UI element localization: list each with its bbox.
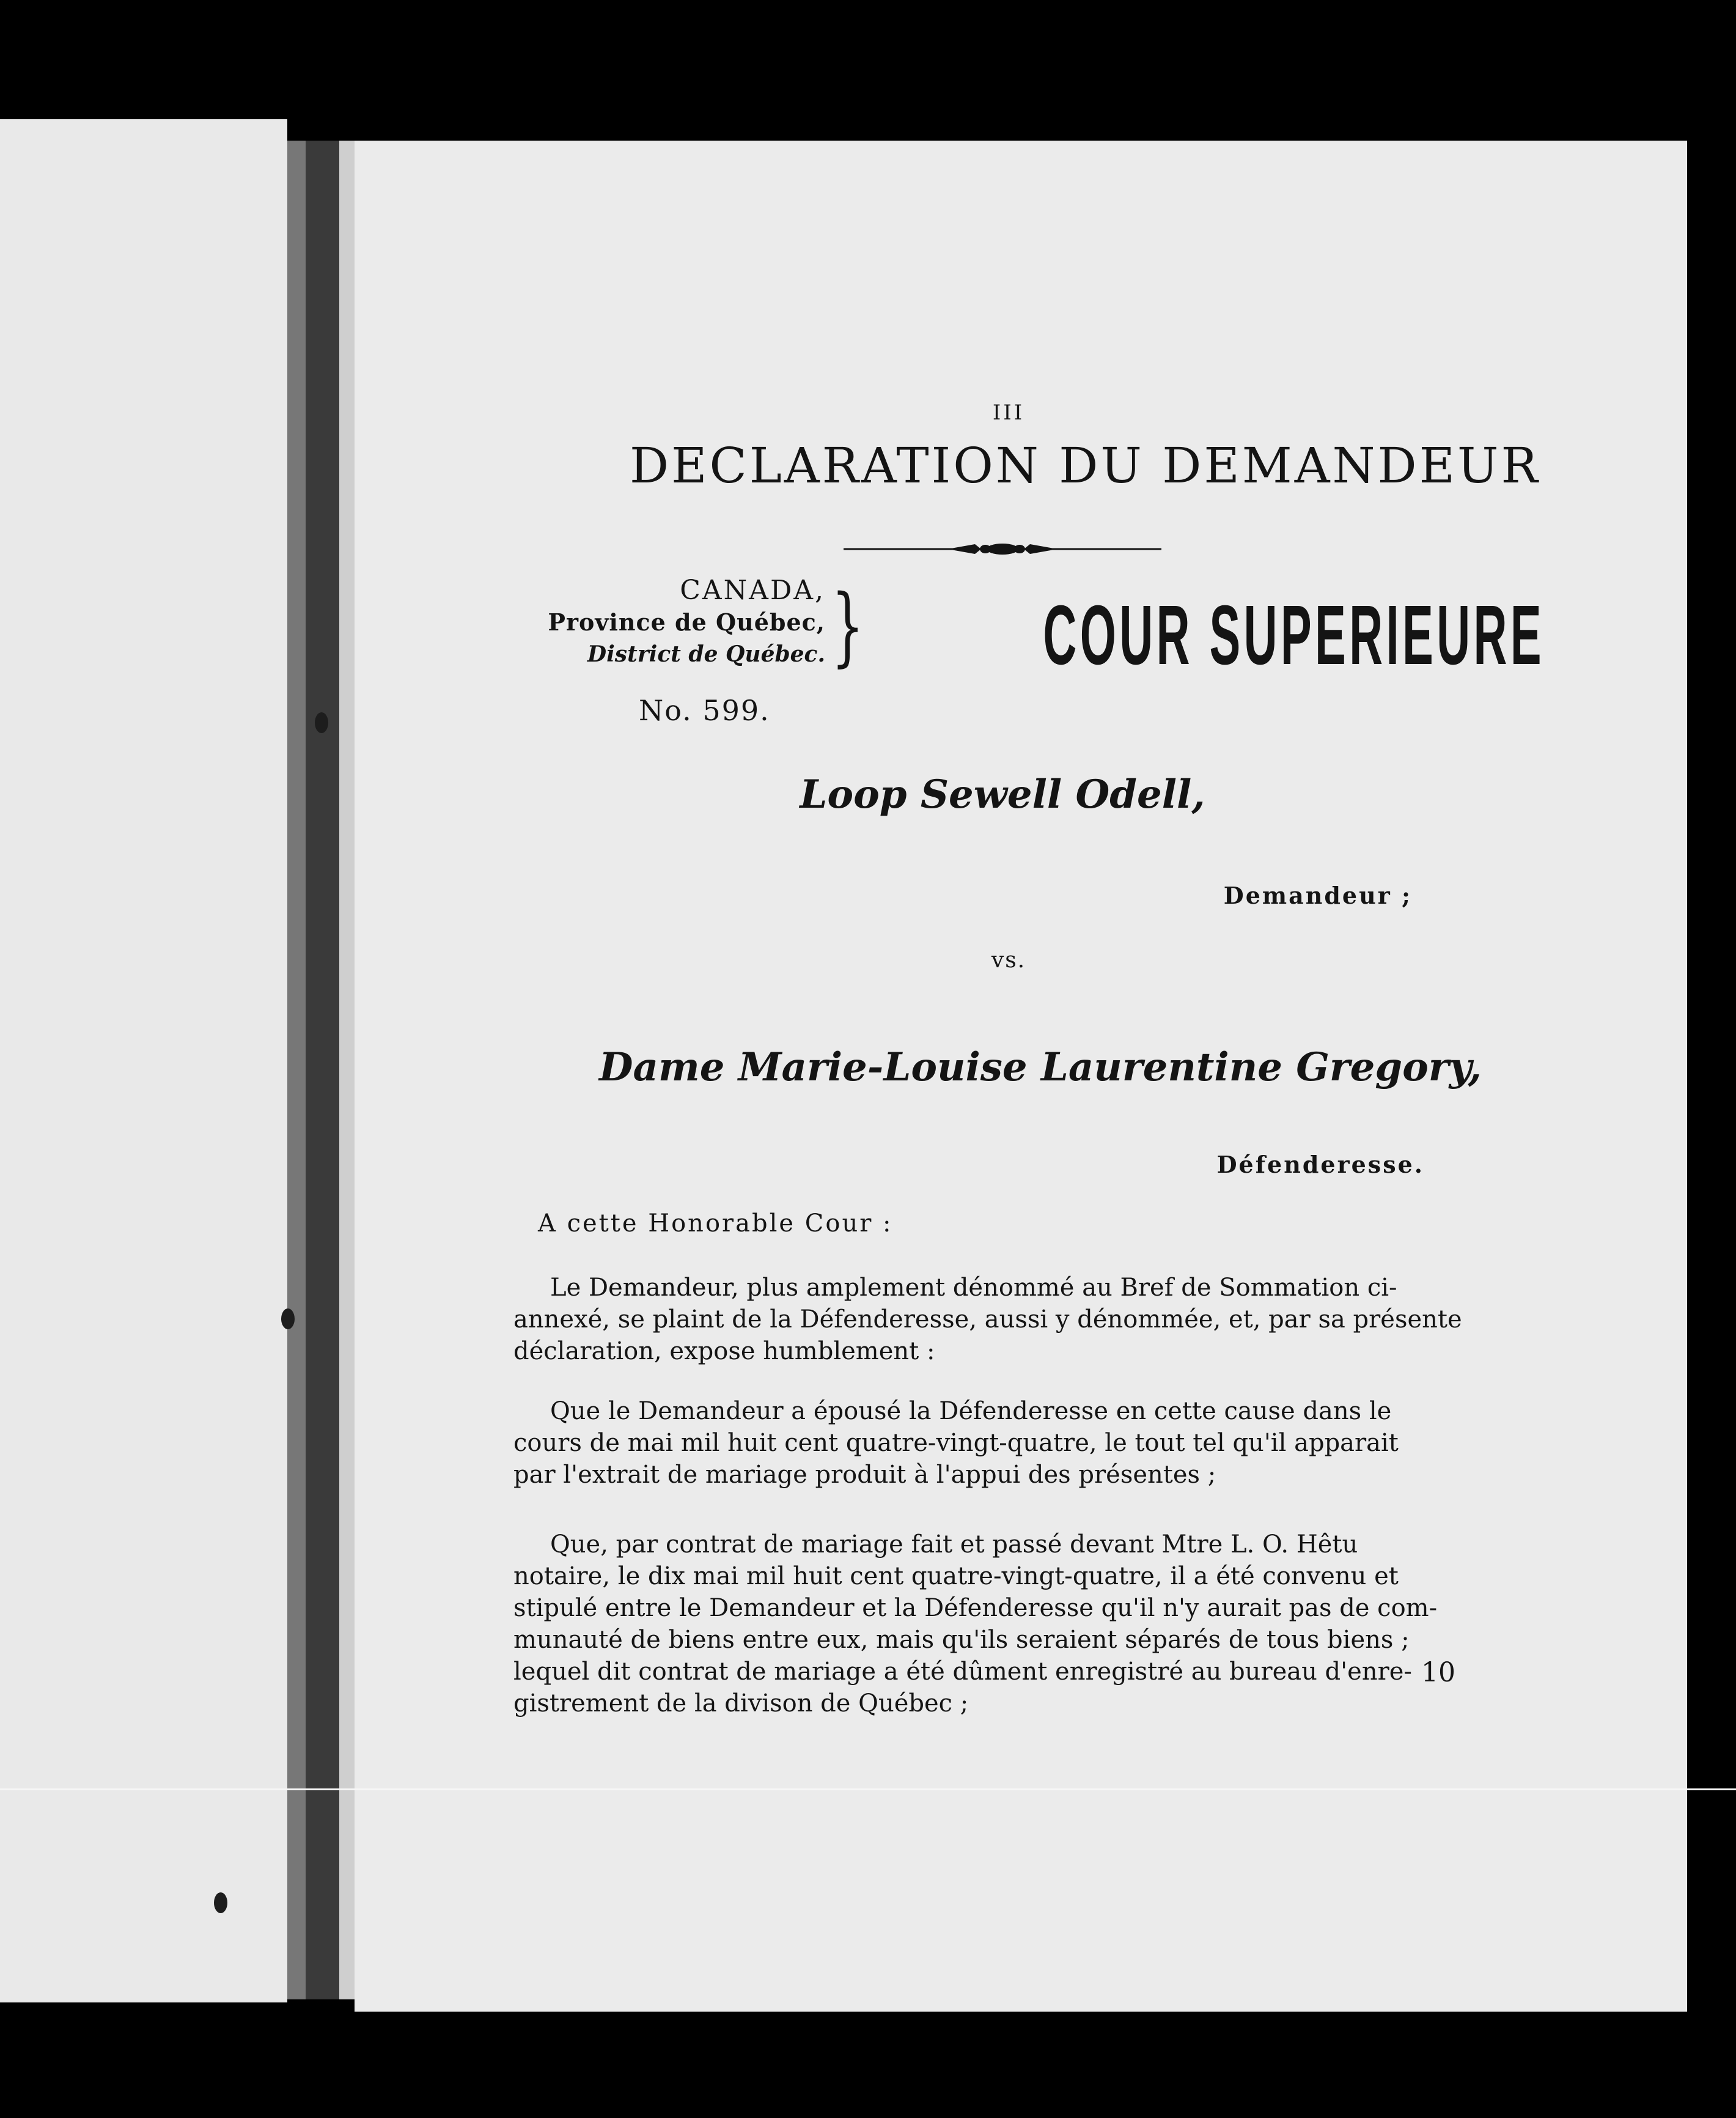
paragraph — [513, 1395, 1430, 1491]
caption-country: CANADA, — [680, 575, 825, 606]
paragraph-line: cours de mai mil huit cent quatre-vingt-quatre, le tout tel qu'il apparait — [513, 1429, 1399, 1457]
paragraph-line: munauté de biens entre eux, mais qu'ils seraient séparés de tous biens ; — [513, 1626, 1410, 1654]
versus-label: vs. — [991, 948, 1026, 973]
paragraph-line: Le Demandeur, plus amplement dénommé au Bref de Sommation ci- — [550, 1274, 1397, 1302]
plaintiff-name: Loop Sewell Odell, — [800, 772, 1205, 817]
plaintiff-role: Demandeur ; — [1223, 882, 1412, 909]
paragraph-line: stipulé entre le Demandeur et la Défenderesse qu'il n'y aurait pas de com- — [513, 1594, 1438, 1622]
paragraph-line: lequel dit contrat de mariage a été dûment enregistré au bureau d'enre- — [513, 1658, 1412, 1686]
paragraph-line: notaire, le dix mai mil huit cent quatre-vingt-quatre, il a été convenu et — [513, 1562, 1399, 1590]
margin-line-number: 10 — [1421, 1657, 1455, 1688]
paragraph-line: Que, par contrat de mariage fait et passé devant Mtre L. O. Hêtu — [550, 1530, 1358, 1559]
case-number: No. 599. — [639, 694, 770, 727]
court-name: COUR SUPERIEURE — [1043, 588, 1545, 682]
court-address: A cette Honorable Cour : — [538, 1209, 893, 1238]
paragraph — [513, 1272, 1462, 1367]
paragraph-line: déclaration, expose humblement : — [513, 1337, 935, 1365]
paragraph-line: Que le Demandeur a épousé la Défenderesse en cette cause dans le — [550, 1397, 1392, 1425]
document-title: DECLARATION DU DEMANDEUR — [630, 437, 1540, 494]
caption-province: Province de Québec, — [548, 608, 825, 636]
section-number: III — [992, 400, 1025, 425]
caption-brace: } — [831, 577, 864, 676]
case-caption — [544, 575, 825, 670]
caption-district: District de Québec. — [587, 641, 825, 667]
defendant-name: Dame Marie-Louise Laurentine Gregory, — [599, 1044, 1482, 1090]
defendant-role: Défenderesse. — [1216, 1151, 1424, 1178]
paragraph-line: annexé, se plaint de la Défenderesse, aussi y dénommée, et, par sa présente — [513, 1305, 1462, 1334]
paragraph-line: par l'extrait de mariage produit à l'appui des présentes ; — [513, 1461, 1216, 1489]
ornament-divider — [844, 537, 1161, 561]
paragraph-line: gistrement de la divison de Québec ; — [513, 1689, 969, 1718]
